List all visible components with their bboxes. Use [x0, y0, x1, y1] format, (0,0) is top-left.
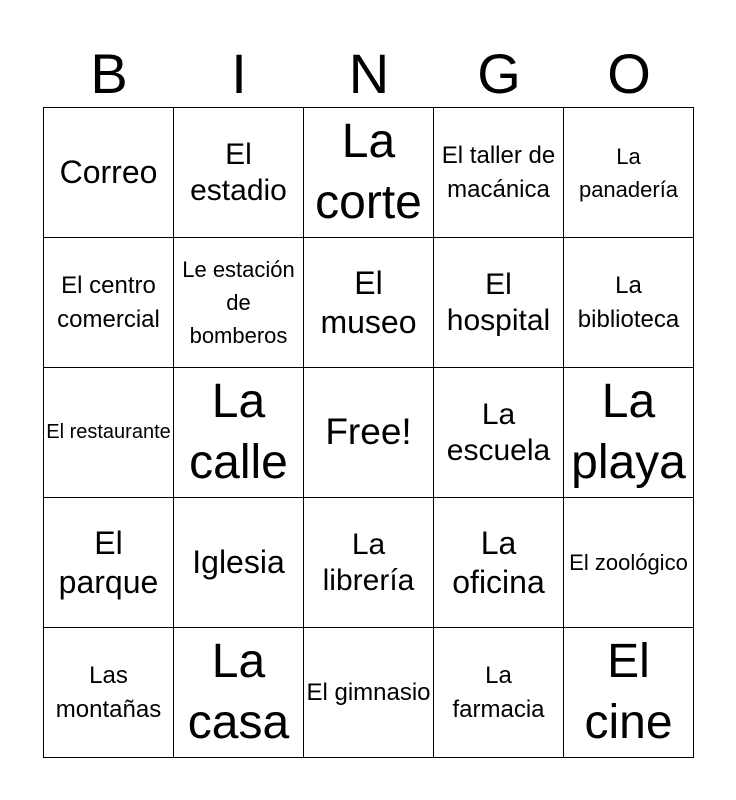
- cell-label: Correo: [59, 154, 158, 191]
- bingo-cell[interactable]: [564, 238, 694, 368]
- bingo-cell[interactable]: [564, 108, 694, 238]
- header-letter-o: O: [607, 42, 651, 105]
- bingo-board: [43, 107, 694, 758]
- cell-label: El cine: [584, 634, 673, 749]
- cell-label: La corte: [315, 114, 422, 229]
- bingo-header: [44, 40, 694, 108]
- header-letter-b: B: [90, 42, 128, 105]
- header-letter-n: N: [348, 42, 390, 105]
- cell-label: La escuela: [446, 397, 551, 467]
- cell-label: La casa: [187, 634, 290, 749]
- bingo-cell[interactable]: [174, 498, 304, 628]
- bingo-cell[interactable]: [434, 628, 564, 758]
- cell-label: Free!: [325, 411, 412, 452]
- bingo-cell[interactable]: [174, 108, 304, 238]
- cell-label: La playa: [571, 374, 686, 489]
- free-space[interactable]: [304, 368, 434, 498]
- cell-label: La calle: [189, 374, 288, 489]
- header-letter-g: G: [477, 42, 521, 105]
- cell-label: Iglesia: [192, 544, 285, 581]
- bingo-cell[interactable]: [304, 498, 434, 628]
- cell-label: El taller de macánica: [441, 141, 556, 203]
- cell-label: El museo: [320, 265, 417, 340]
- bingo-cell[interactable]: [44, 108, 174, 238]
- header-letter-i: I: [231, 42, 247, 105]
- bingo-cell[interactable]: [434, 108, 564, 238]
- bingo-cell[interactable]: [434, 498, 564, 628]
- bingo-cell[interactable]: [434, 238, 564, 368]
- bingo-cell[interactable]: [44, 628, 174, 758]
- bingo-cell[interactable]: [44, 498, 174, 628]
- cell-label: La librería: [322, 527, 415, 597]
- bingo-cell[interactable]: [304, 238, 434, 368]
- bingo-cell[interactable]: [174, 238, 304, 368]
- bingo-cell[interactable]: [564, 628, 694, 758]
- cell-label: El gimnasio: [306, 678, 431, 706]
- cell-label: El centro comercial: [57, 271, 160, 333]
- bingo-cell[interactable]: [564, 368, 694, 498]
- bingo-cell[interactable]: [44, 368, 174, 498]
- cell-label: El hospital: [446, 267, 551, 337]
- cell-label: La panadería: [578, 143, 679, 202]
- bingo-cell[interactable]: [174, 368, 304, 498]
- bingo-cell[interactable]: [304, 628, 434, 758]
- cell-label: El restaurante: [46, 421, 171, 443]
- cell-label: Las montañas: [55, 661, 162, 723]
- bingo-cell[interactable]: [44, 238, 174, 368]
- bingo-cell[interactable]: [304, 108, 434, 238]
- bingo-cell[interactable]: [564, 498, 694, 628]
- cell-label: El estadio: [190, 137, 287, 207]
- cell-label: La farmacia: [452, 661, 545, 723]
- cell-label: Le estación de bomberos: [182, 257, 295, 348]
- cell-label: La biblioteca: [577, 271, 680, 333]
- cell-label: El zoológico: [569, 550, 688, 575]
- cell-label: El parque: [58, 525, 159, 600]
- cell-label: La oficina: [452, 525, 545, 600]
- bingo-cell[interactable]: [434, 368, 564, 498]
- bingo-cell[interactable]: [174, 628, 304, 758]
